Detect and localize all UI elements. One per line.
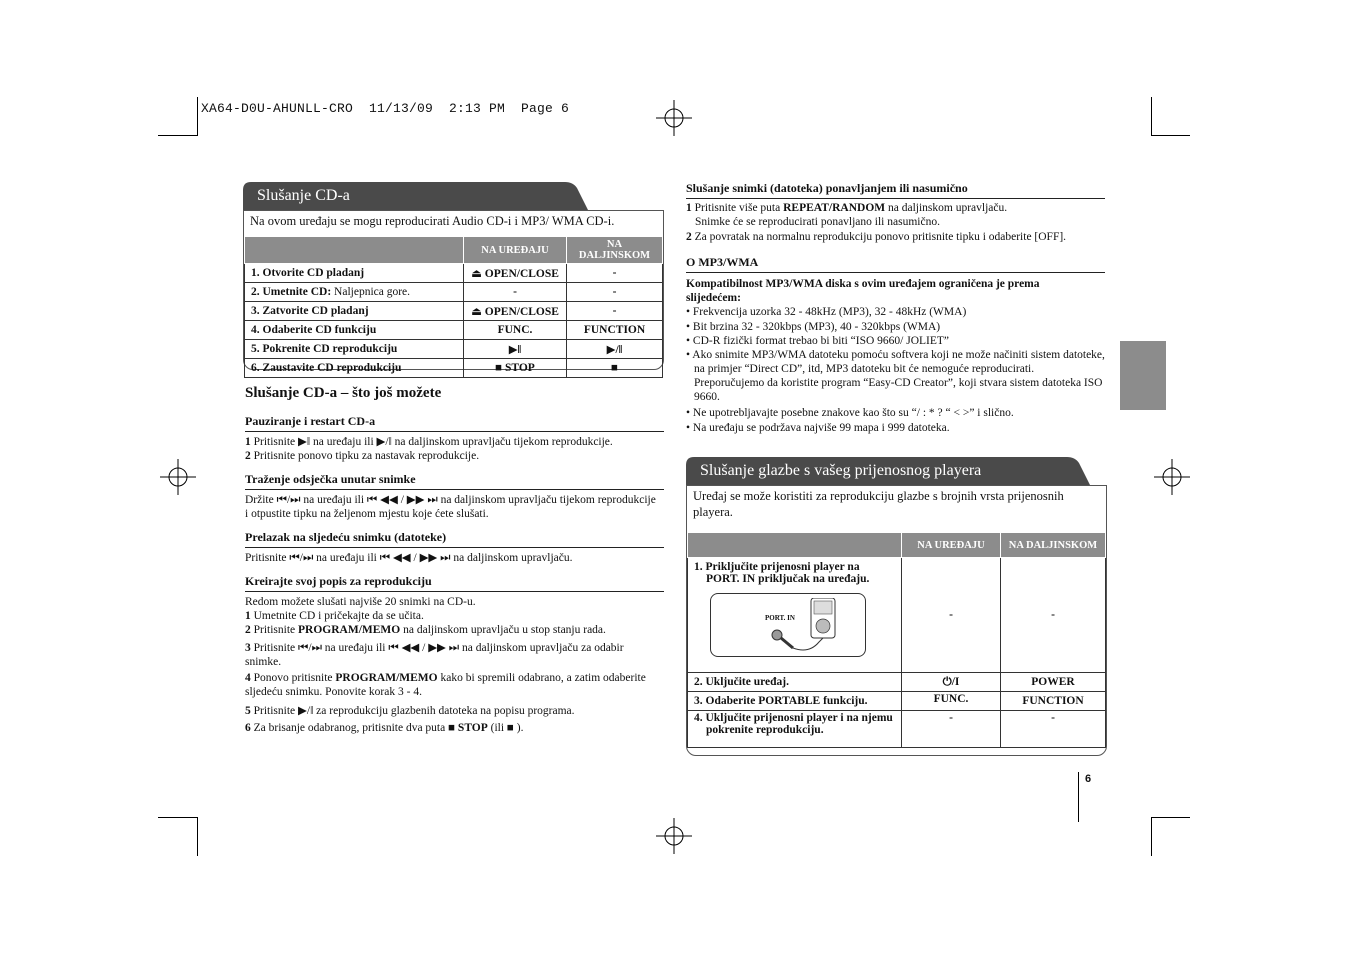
row-remote: FUNCTION [1001, 692, 1106, 711]
mp3-compat: Kompatibilnost MP3/WMA diska s ovim uređajem ograničena je prema slijedećem: [686, 278, 1040, 304]
port-in-label: PORT. IN [765, 614, 795, 622]
registration-mark-icon [656, 818, 692, 854]
program-step: 2 Pritisnite PROGRAM/MEMO na daljinskom upravljaču u stop stanju rada. [245, 624, 606, 636]
mp3-title: O MP3/WMA [686, 255, 1105, 273]
program-step: 5 Pritisnite ▶/ǁ za reprodukciju glazbenih datoteka na popisu programa. [245, 705, 575, 717]
page-number-rule [1078, 772, 1079, 822]
program-step: 6 Za brisanje odabranog, pritisnite dva puta ■ STOP (ili ■ ). [245, 722, 524, 734]
table-header-remote: NA DALJINSKOM [567, 237, 663, 264]
repeat-title: Slušanje snimki (datoteka) ponavljanjem ili nasumično [686, 181, 1105, 199]
table-row [245, 302, 663, 321]
crop-mark [1151, 817, 1190, 818]
row-label: 2. Uključite uređaj. [688, 673, 902, 692]
table-row [245, 264, 663, 283]
row-label: 5. Pokrenite CD reprodukciju [245, 340, 464, 359]
row-remote: POWER [1001, 673, 1106, 692]
registration-mark-icon [1154, 459, 1190, 495]
row-device: - [902, 711, 1001, 748]
crop-mark [1151, 817, 1152, 856]
row-label: 3. Odaberite PORTABLE funkciju. [688, 692, 902, 711]
repeat-line-1b: Snimke će se reproducirati ponavljano ili nasumično. [695, 216, 940, 228]
chapter-tab [1120, 341, 1166, 410]
row-remote: - [567, 283, 663, 302]
crop-mark [197, 817, 198, 856]
crop-mark [197, 97, 198, 136]
mp3-bullet: • Ne upotrebljavajte posebne znakove kao što su “/ : * ? “ < >” i slično. [686, 407, 1014, 419]
print-header: XA64-D0U-AHUNLL-CRO 11/13/09 2:13 PM Page 6 [201, 101, 570, 116]
repeat-line-1: 1 Pritisnite više puta REPEAT/RANDOM na daljinskom upravljaču. [686, 202, 1008, 214]
section-title: Slušanje CD-a [257, 187, 350, 204]
row-label: 1. Priključite prijenosni player na PORT. IN priključak na uređaju. PORT. IN [688, 558, 902, 673]
registration-mark-icon [160, 459, 196, 495]
pause-line-1: 1 Pritisnite ▶ǁ na uređaju ili ▶/ǁ na daljinskom upravljaču tijekom reprodukcije. [245, 436, 613, 448]
row-remote: - [1001, 711, 1106, 748]
crop-mark [158, 817, 197, 818]
cd-intro: Na ovom uređaju se mogu reproducirati Audio CD-i i MP3/ WMA CD-i. [250, 214, 615, 228]
row-remote: - [1001, 558, 1106, 673]
registration-mark-icon [656, 100, 692, 136]
table-row [245, 359, 663, 378]
next-title: Prelazak na sljedeću snimku (datoteke) [245, 530, 664, 548]
table-header-device: NA UREĐAJU [902, 533, 1001, 558]
program-intro: Redom možete slušati najviše 20 snimki na CD-u. [245, 596, 476, 608]
table-header-empty [688, 533, 902, 558]
row-device: - [902, 558, 1001, 673]
row-device: FUNC. [464, 321, 567, 340]
table-header-empty [245, 237, 464, 264]
row-label: 6. Zaustavite CD reprodukciju [245, 359, 464, 378]
table-row [245, 283, 663, 302]
portable-table [687, 532, 1106, 748]
table-row [688, 558, 1106, 673]
mp3-bullet: • CD-R fizički format trebao bi biti “ISO 9660/ JOLIET” [686, 335, 950, 347]
row-device: ⏏ OPEN/CLOSE [464, 302, 567, 321]
crop-mark [1151, 135, 1190, 136]
table-row [688, 673, 1106, 692]
row-label: 3. Zatvorite CD pladanj [245, 302, 464, 321]
cd-table [244, 236, 663, 378]
row-device: ■ STOP [464, 359, 567, 378]
section-header-portable [686, 457, 1090, 485]
section-header-cd [243, 182, 588, 210]
program-title: Kreirajte svoj popis za reprodukciju [245, 574, 664, 592]
search-text: Držite ⏮/⏭ na uređaju ili ⏮ ◀◀ / ▶▶ ⏭ na daljinskom upravljaču tijekom reprodukcije i otpustite tipku na željenom mjestu koje ćete slušati. [245, 494, 656, 520]
table-row [688, 692, 1106, 711]
next-text: Pritisnite ⏮/⏭ na uređaju ili ⏮ ◀◀ / ▶▶ ⏭ na daljinskom upravljaču. [245, 552, 573, 564]
row-label: 2. Umetnite CD: Naljepnica gore. [245, 283, 464, 302]
table-row [245, 340, 663, 359]
row-device: - [464, 283, 567, 302]
search-title: Traženje odsječka unutar snimke [245, 472, 664, 490]
row-device: ⏏ OPEN/CLOSE [464, 264, 567, 283]
program-step: 1 Umetnite CD i pričekajte da se učita. [245, 610, 424, 622]
row-label: 1. Otvorite CD pladanj [245, 264, 464, 283]
table-header-remote: NA DALJINSKOM [1001, 533, 1106, 558]
page-number: 6 [1085, 773, 1092, 785]
table-header-device: NA UREĐAJU [464, 237, 567, 264]
table-row [688, 711, 1106, 748]
row-remote: - [567, 302, 663, 321]
pause-line-2: 2 Pritisnite ponovo tipku za nastavak reprodukcije. [245, 450, 480, 462]
table-row [245, 321, 663, 340]
row-remote: ▶/ǁ [567, 340, 663, 359]
repeat-line-2: 2 Za povratak na normalnu reprodukciju ponovo pritisnite tipku i odaberite [OFF]. [686, 231, 1067, 243]
mp3-bullet: • Bit brzina 32 - 320kbps (MP3), 40 - 320kbps (WMA) [686, 321, 941, 333]
row-label: 4. Uključite prijenosni player i na njemu pokrenite reprodukciju. [688, 711, 902, 748]
more-title: Slušanje CD-a – što još možete [245, 385, 442, 401]
row-device: FUNC. [902, 692, 1001, 711]
row-device: ▶ǁ [464, 340, 567, 359]
crop-mark [158, 135, 197, 136]
row-device: ⏻/I [902, 673, 1001, 692]
program-step: 3 Pritisnite ⏮/⏭ na uređaju ili ⏮ ◀◀ / ▶▶ ⏭ na daljinskom upravljaču za odabir snimke. [245, 642, 624, 668]
mp3-bullet: • Na uređaju se podržava najviše 99 mapa i 999 datoteka. [686, 422, 950, 434]
section-title: Slušanje glazbe s vašeg prijenosnog playera [700, 462, 982, 479]
pause-title: Pauziranje i restart CD-a [245, 414, 664, 432]
program-step: 4 Ponovo pritisnite PROGRAM/MEMO kako bi spremili odabrano, a zatim odaberite sljedeću snimku. Ponovite korak 3 - 4. [245, 672, 646, 698]
row-label: 4. Odaberite CD funkciju [245, 321, 464, 340]
row-remote: ■ [567, 359, 663, 378]
portable-player-icon [769, 598, 859, 654]
row-remote: - [567, 264, 663, 283]
portable-intro: Uređaj se može koristiti za reprodukciju glazbe s brojnih vrsta prijenosnih playera. [693, 489, 1064, 519]
port-illustration [710, 593, 866, 657]
mp3-bullet: • Frekvencija uzorka 32 - 48kHz (MP3), 32 - 48kHz (WMA) [686, 306, 967, 318]
row-remote: FUNCTION [567, 321, 663, 340]
crop-mark [1151, 97, 1152, 136]
mp3-bullet: • Ako snimite MP3/WMA datoteku pomoću softvera koji ne može načiniti sistem datoteke, na primjer “Direct CD”, itd, MP3 datoteku bit će nemoguće reproducirati. Preporučujemo da koristite program “Easy-CD Creator”, koji stvara sistem datoteka ISO 9660. [686, 349, 1105, 403]
